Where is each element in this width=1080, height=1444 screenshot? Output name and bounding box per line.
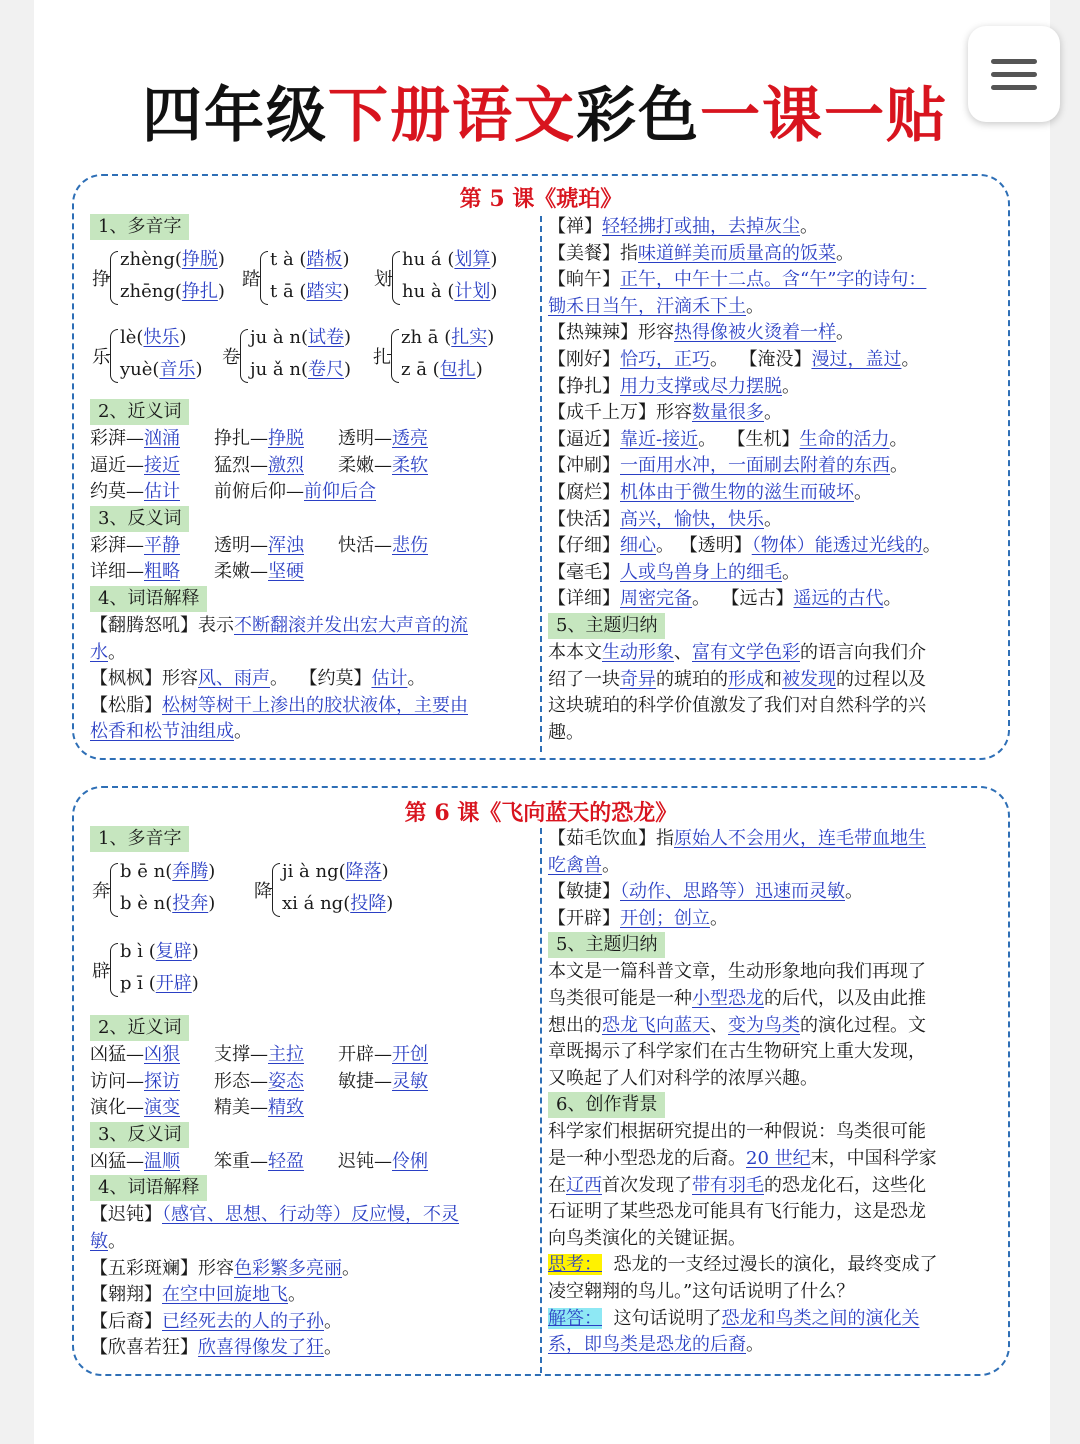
word-explanation: 【松脂】松树等树干上渗出的胶状液体，主要由: [90, 694, 468, 716]
word-explanation: 【晌午】正午，中午十二点。含“午”字的诗句：: [548, 269, 927, 291]
menu-icon: [991, 72, 1037, 77]
polyphone-group: 降 ji à ng(降落) xi á ng(投降): [254, 857, 414, 925]
polyphone-row: [90, 937, 535, 1013]
word-explanation: 【毫毛】人或鸟兽身上的细毛。: [548, 561, 800, 583]
section-heading: 3、反义词: [90, 506, 189, 532]
think-label: 思考：: [548, 1254, 602, 1276]
section-heading: 3、反义词: [90, 1122, 189, 1148]
background-text: 科学家们根据研究提出的一种假说：鸟类很可能: [548, 1121, 926, 1143]
word-explanation: 【欣喜若狂】欣喜得像发了狂。: [90, 1337, 342, 1359]
word-explanation: 【翱翔】在空中回旋地飞。: [90, 1284, 306, 1306]
word-explanation: 【挣扎】用力支撑或尽力摆脱。: [548, 375, 800, 397]
polyphone-group: 卷 ju à n(试卷) ju ǎ n(卷尺): [222, 323, 367, 391]
polyphone-row: [90, 245, 535, 321]
polyphone-group: 划 hu á (划算) hu à (计划): [374, 245, 514, 313]
antonym-row: 彩湃—平静 透明—浑浊 快活—悲伤: [90, 534, 428, 556]
word-explanation: 【详细】周密完备。 【远古】遥远的古代。: [548, 588, 902, 610]
polyphone-group: 扎 zh ā (扎实) z ā (包扎): [373, 323, 513, 391]
lesson-6-right-column: [548, 826, 998, 1359]
word-explanation: 【美餐】指味道鲜美而质量高的饭菜。: [548, 242, 854, 264]
section-heading: 1、多音字: [90, 826, 189, 852]
section-heading: 5、主题归纳: [548, 613, 665, 639]
word-explanation: 【五彩斑斓】形容色彩繁多亮丽。: [90, 1257, 360, 1279]
theme-text: 这块琥珀的科学价值激发了我们对自然科学的兴: [548, 695, 926, 717]
lesson-6-left-column: [90, 826, 535, 1362]
theme-text: 又唤起了人们对科学的浓厚兴趣。: [548, 1067, 818, 1089]
word-explanation: 【成千上万】形容数量很多。: [548, 402, 782, 424]
background-text: 在辽西首次发现了带有羽毛的恐龙化石，这些化: [548, 1174, 926, 1196]
section-heading: 2、近义词: [90, 399, 189, 425]
antonym-row: 凶猛—温顺 笨重—轻盈 迟钝—伶俐: [90, 1150, 428, 1172]
word-explanation: 【逼近】靠近-接近。 【生机】生命的活力。: [548, 428, 908, 450]
word-explanation: 【后裔】已经死去的人的子孙。: [90, 1310, 342, 1332]
menu-button[interactable]: [968, 26, 1060, 122]
polyphone-group: 辟 b ì (复辟) p ī (开辟): [92, 937, 242, 1005]
lesson-5-right-column: [548, 214, 998, 746]
word-explanation: 【翻腾怒吼】表示不断翻滚并发出宏大声音的流: [90, 614, 468, 636]
word-explanation: 松香和松节油组成。: [90, 721, 252, 743]
polyphone-row: [90, 323, 535, 399]
answer-text: 系，即鸟类是恐龙的后裔。: [548, 1334, 764, 1356]
word-explanation: 【枫枫】形容风、雨声。 【约莫】估计。: [90, 668, 426, 690]
section-heading: 5、主题归纳: [548, 932, 665, 958]
word-explanation: 【快活】高兴，愉快，快乐。: [548, 508, 782, 530]
word-explanation: 【禅】轻轻拂打或抽，去掉灰尘。: [548, 216, 818, 237]
word-explanation: 敏。: [90, 1230, 126, 1252]
synonym-row: 凶猛—凶狠 支撑—主拉 开辟—开创: [90, 1044, 428, 1065]
word-explanation: 【冲刷】一面用水冲，一面刷去附着的东西。: [548, 455, 908, 477]
think-question: 凌空翱翔的鸟儿。”这句话说明了什么？: [548, 1280, 855, 1302]
word-explanation: 锄禾日当午，汗滴禾下土。: [548, 295, 764, 317]
lesson-5-card: [72, 174, 1010, 760]
word-explanation: 【迟钝】（感官、思想、行动等）反应慢，不灵: [90, 1204, 459, 1226]
theme-text: 绍了一块奇异的琥珀的形成和被发现的过程以及: [548, 668, 926, 690]
word-explanation: 【热辣辣】形容热得像被火烫着一样。: [548, 322, 854, 344]
section-heading: 4、词语解释: [90, 586, 207, 612]
section-heading: 6、创作背景: [548, 1092, 665, 1118]
background-text: 是一种小型恐龙的后裔。20 世纪末，中国科学家: [548, 1147, 937, 1169]
lesson-5-left-column: [90, 214, 535, 746]
theme-text: 本文是一篇科普文章，生动形象地向我们再现了: [548, 961, 926, 983]
think-question: 思考： 恐龙的一支经过漫长的演化，最终变成了: [548, 1254, 938, 1276]
word-explanation: 【腐烂】机体由于微生物的滋生而破坏。: [548, 481, 872, 503]
page-title: 四年级下册语文彩色一课一贴: [142, 81, 948, 151]
polyphone-row: [90, 857, 535, 933]
polyphone-group: 踏 t à (踏板) t ā (踏实): [242, 245, 374, 313]
synonym-row: 约莫—估计 前俯后仰—前仰后合: [90, 481, 376, 503]
word-explanation: 【茹毛饮血】指原始人不会用火，连毛带血地生: [548, 828, 926, 849]
section-heading: 1、多音字: [90, 214, 189, 240]
section-heading: 4、词语解释: [90, 1175, 207, 1201]
word-explanation: 【刚好】恰巧，正巧。 【淹没】漫过，盖过。: [548, 348, 920, 370]
section-heading: 2、近义词: [90, 1015, 189, 1041]
word-explanation: 【仔细】细心。 【透明】（物体）能透过光线的。: [548, 535, 941, 557]
column-divider: [540, 828, 542, 1373]
answer-text: 解答： 这句话说明了恐龙和鸟类之间的演化关: [548, 1307, 920, 1329]
word-explanation: 吃禽兽。: [548, 854, 620, 876]
synonym-row: 逼近—接近 猛烈—激烈 柔嫩—柔软: [90, 454, 428, 476]
theme-text: 趣。: [548, 721, 584, 743]
theme-text: 本本文生动形象、富有文学色彩的语言向我们介: [548, 641, 926, 663]
background-text: 石证明了某些恐龙可能具有飞行能力，这是恐龙: [548, 1201, 926, 1223]
antonym-row: 详细—粗略 柔嫩—坚硬: [90, 561, 304, 583]
theme-text: 章既揭示了科学家们在古生物研究上重大发现，: [548, 1041, 926, 1063]
polyphone-group: 挣 zhèng(挣脱) zhēng(挣扎): [92, 245, 242, 313]
answer-label: 解答：: [548, 1307, 602, 1329]
menu-icon: [991, 85, 1037, 90]
background-text: 向鸟类演化的关键证据。: [548, 1227, 746, 1249]
word-explanation: 【敏捷】（动作、思路等）迅速而灵敏。: [548, 881, 863, 903]
word-explanation: 水。: [90, 641, 126, 663]
lesson-6-card: [72, 786, 1010, 1376]
synonym-row: 访问—探访 形态—姿态 敏捷—灵敏: [90, 1070, 428, 1092]
theme-text: 鸟类很可能是一种小型恐龙的后代，以及由此推: [548, 987, 926, 1009]
synonym-row: 彩湃—汹涌 挣扎—挣脱 透明—透亮: [90, 428, 428, 449]
lesson-5-title: 第 5 课《琥珀》: [459, 186, 623, 212]
word-explanation: 【开辟】开创；创立。: [548, 907, 728, 929]
synonym-row: 演化—演变 精美—精致: [90, 1097, 304, 1119]
polyphone-group: 乐 lè(快乐) yuè(音乐): [92, 323, 242, 391]
column-divider: [540, 216, 542, 752]
lesson-6-title: 第 6 课《飞向蓝天的恐龙》: [404, 800, 678, 826]
polyphone-group: 奔 b ē n(奔腾) b è n(投奔): [92, 857, 252, 925]
menu-icon: [991, 59, 1037, 64]
theme-text: 想出的恐龙飞向蓝天、变为鸟类的演化过程。文: [548, 1014, 926, 1036]
